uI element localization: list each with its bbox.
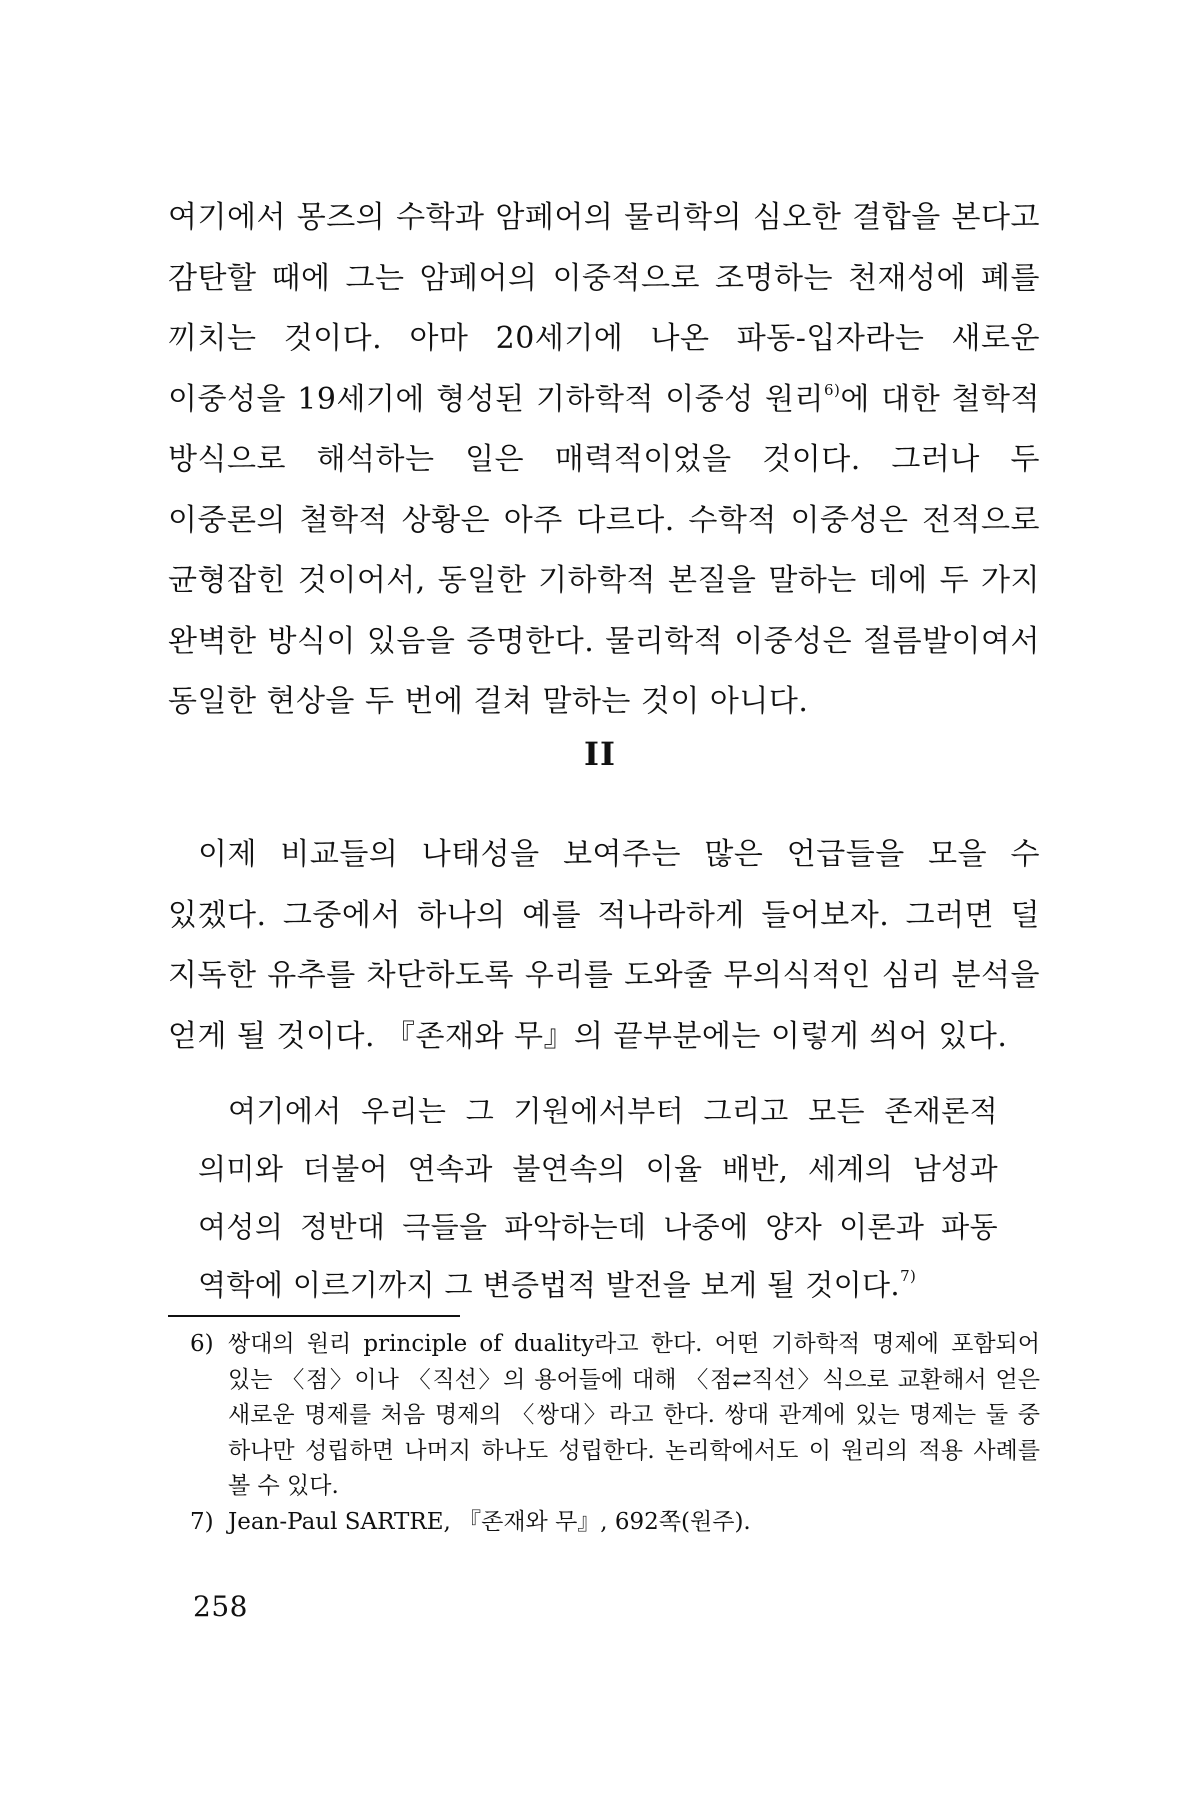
footnote-divider (168, 1315, 460, 1317)
footnote-number: 6) (190, 1331, 214, 1357)
footnote-6 (168, 1327, 1040, 1505)
footnote-text: 쌍대의 원리 principle of duality라고 한다. 어떤 기하학적 명제에 포함되어 있는 〈점〉이나 〈직선〉의 용어들에 대해 〈점⇄직선〉식으로 교환해서 얻은 새로운 명제를 처음 명제의 〈쌍대〉라고 한다. 쌍대 관계에 있는 명제는 둘 중 하나만 성립하면 나머지 하나도 성립한다. 논리학에서도 이 원리의 적용 사례를 볼 수 있다. (228, 1331, 1040, 1499)
paragraph-1-text-a: 여기에서 몽즈의 수학과 암페어의 물리학의 심오한 결합을 본다고 감탄할 때에 그는 암페어의 이중적으로 조명하는 천재성에 폐를 끼치는 것이다. 아마 20세기에 나온 파동-입자라는 새로운 이중성을 19세기에 형성된 기하학적 이중성 원리 (168, 200, 1040, 417)
paragraph-2-text: 이제 비교들의 나태성을 보여주는 많은 언급들을 모을 수 있겠다. 그중에서 하나의 예를 적나라하게 들어보자. 그러면 덜 지독한 유추를 차단하도록 우리를 도와줄 무의식적인 심리 분석을 얻게 될 것이다. 『존재와 무』의 끝부분에는 이렇게 씌어 있다. (168, 837, 1040, 1054)
body-paragraph-2 (168, 825, 1040, 1067)
footnote-text: Jean-Paul SARTRE, 『존재와 무』, 692쪽(원주). (228, 1508, 751, 1535)
footnote-ref-6[interactable]: 6) (824, 380, 841, 399)
block-quote-text: 여기에서 우리는 그 기원에서부터 그리고 모든 존재론적 의미와 더불어 연속과 불연속의 이율 배반, 세계의 남성과 여성의 정반대 극들을 파악하는데 나중에 양자 이론과 파동 역학에 이르기까지 그 변증법적 발전을 보게 될 것이다. (198, 1094, 998, 1302)
footnotes (168, 1327, 1040, 1540)
body-paragraph-1 (168, 188, 1040, 733)
footnote-number: 7) (190, 1508, 214, 1535)
footnote-ref-7[interactable]: 7) (900, 1267, 917, 1285)
block-quote (198, 1082, 998, 1314)
section-heading: II (584, 735, 616, 773)
page-number: 258 (193, 1590, 248, 1623)
footnote-7 (168, 1505, 1040, 1541)
paragraph-1-text-b: 에 대한 철학적 방식으로 해석하는 일은 매력적이었을 것이다. 그러나 두 이중론의 철학적 상황은 아주 다르다. 수학적 이중성은 전적으로 균형잡힌 것이어서, 동일한 기하학적 본질을 말하는 데에 두 가지 완벽한 방식이 있음을 증명한다. 물리학적 이중성은 절름발이여서 동일한 현상을 두 번에 걸쳐 말하는 것이 아니다. (168, 381, 1040, 719)
